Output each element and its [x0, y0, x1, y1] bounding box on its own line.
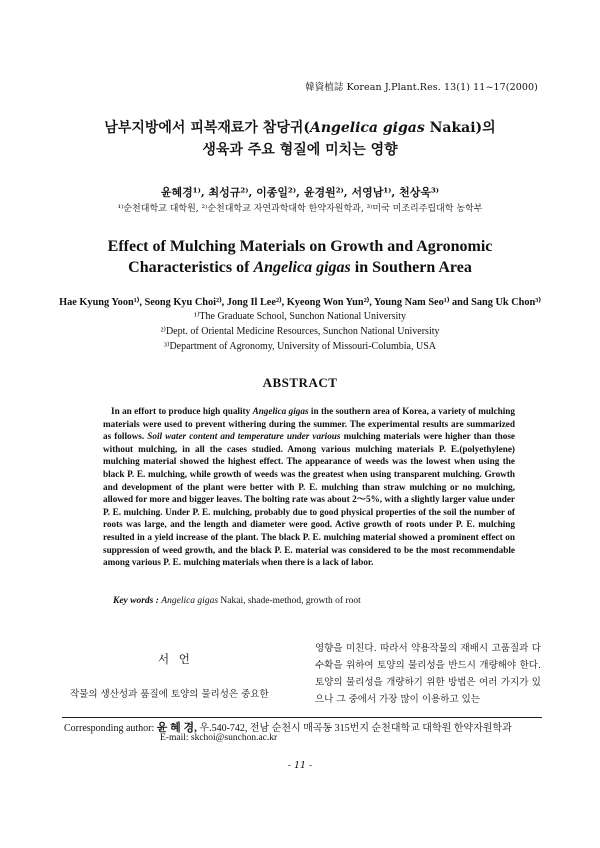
right-column-text: 영향을 미친다. 따라서 약용작물의 재배시 고품질과 다 수확을 위하여 토양의 물리성을 반드시 개량해야 한다. 토양의 물리성을 개량하기 위한 방법은 여러 가지가 있으나 그 중에서 가장 많이 이용하고 있는 [315, 643, 541, 705]
english-title-post: in Southern Area [350, 259, 472, 276]
abstract-heading: ABSTRACT [262, 375, 338, 390]
english-authors: Hae Kyung Yoon¹⁾, Seong Kyu Choi²⁾, Jong Il Lee²⁾, Kyeong Won Yun²⁾, Young Nam Seo¹⁾ and Sang Uk Chon³⁾ [59, 297, 541, 308]
section-heading-introduction: 서 언 [158, 652, 193, 666]
keywords [113, 596, 361, 606]
english-title-pre: Characteristics of [128, 259, 254, 276]
corresponding-email: E-mail: skchoi@sunchon.ac.kr [160, 733, 278, 743]
korean-title-species: Angelica gigas [310, 120, 425, 136]
abstract-text-2: in the southern area of Korea, a variety of mulching materials were used to prevent withering during the summer. The experimental results are summarized as follows. [103, 406, 515, 442]
abstract-text-3: mulching materials were higher than those without mulching, in all the cases studied. Among various mulching materials P. E.(polyethylene) mulching material showed the highest effect. The appearance of weeds was the lowest when using the black P. E. mulching, while growth of weeds was the greatest when using transparent mulching. Growth and development of the plant were better with P. E. mulching than straw mulching or no mulching, allowed for more and bigger leaves. The bolting rate was about 2～5%, with a slightly larger value under P. E. mulching. Under P. E. mulching, probably due to good physical properties of the soil the number of roots was large, and the length and diameter were good. Active growth of roots under P. E. mulching resulted in a yield increase of the plant. The black P. E. mulching material showed a prominent effect on suppression of weed growth, and the black P. E. material was considered to be the most recommendable among various P. E. mulching materials when there is a lack of labor. [103, 431, 515, 568]
corresponding-name: 윤 혜 경, [156, 722, 197, 734]
english-title-line1: Effect of Mulching Materials on Growth and Agronomic [107, 238, 493, 255]
keywords-label: Key words : [113, 596, 162, 606]
korean-title-pre: 남부지방에서 피복재료가 참당귀( [104, 120, 311, 136]
footnote-divider [62, 717, 542, 718]
abstract-italic-phrase: Soil water content and temperature under various [147, 431, 341, 442]
korean-authors: 윤혜경¹⁾, 최성규²⁾, 이종일²⁾, 윤경원²⁾, 서영남¹⁾, 천상욱³⁾ [160, 186, 440, 199]
page-number: - 11 - [287, 760, 313, 771]
english-affiliation-1: ¹⁾The Graduate School, Sunchon National University [193, 311, 407, 322]
korean-title-line1 [0, 118, 600, 139]
abstract-species: Angelica gigas [252, 406, 309, 416]
abstract-text-1: In an effort to produce high quality [111, 406, 253, 416]
english-affiliation-2: ²⁾Dept. of Oriental Medicine Resources, Sunchon National University [160, 326, 440, 337]
korean-title-line2: 생육과 주요 형질에 미치는 영향 [202, 142, 398, 158]
journal-citation: 韓資植誌 Korean J.Plant.Res. 13(1) 11~17(2000) [305, 82, 538, 93]
corresponding-author [64, 719, 512, 735]
left-column-text: 작물의 생산성과 품질에 토양의 물리성은 중요한 [70, 689, 269, 700]
abstract-body [103, 405, 515, 569]
corresponding-address: 우.540-742, 전남 순천시 매곡동 315번지 순천대학교 대학원 한약자원학과 [196, 723, 512, 734]
korean-title-post: Nakai)의 [424, 120, 496, 136]
english-affiliation-3: ³⁾Department of Agronomy, University of Missouri-Columbia, USA [163, 341, 436, 352]
keywords-rest: Nakai, shade-method, growth of root [218, 596, 361, 606]
korean-affiliations: ¹⁾순천대학교 대학원, ²⁾순천대학교 자연과학대학 한약자원학과, ³⁾미국 미조리주립대학 농학부 [117, 204, 483, 214]
english-title-line2 [0, 257, 600, 279]
english-title-species: Angelica gigas [253, 259, 351, 276]
corresponding-label: Corresponding author: [64, 723, 157, 734]
keywords-species: Angelica gigas [161, 596, 219, 606]
